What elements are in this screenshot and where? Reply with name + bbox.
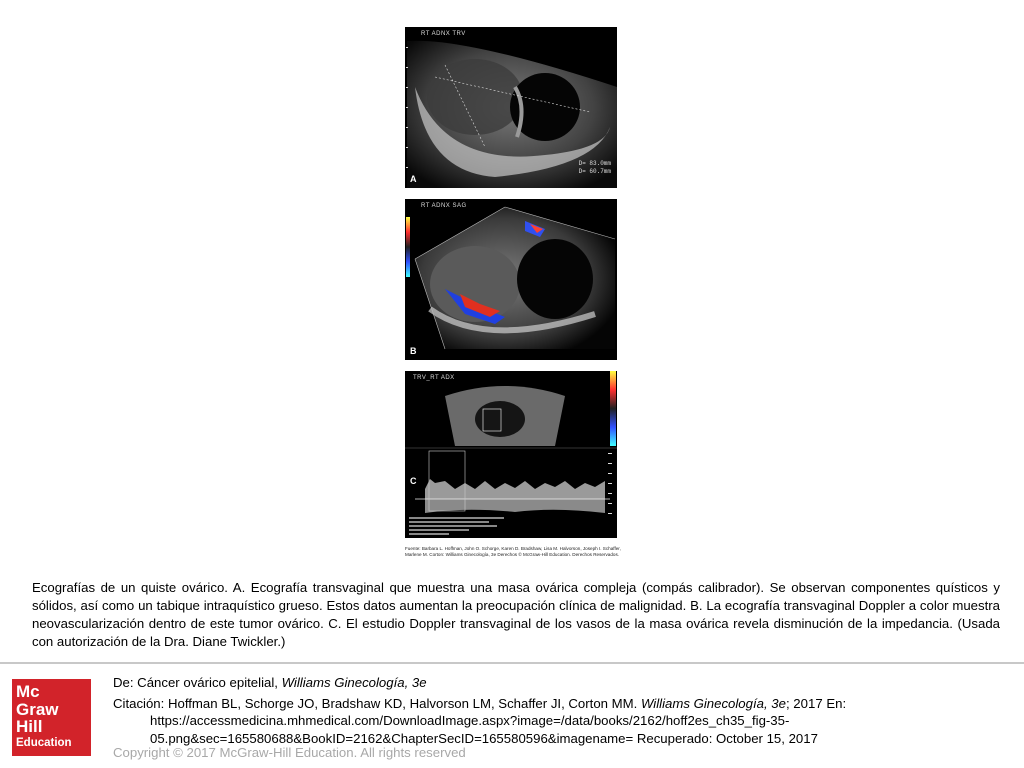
copyright-notice: Copyright © 2017 McGraw-Hill Education. All rights reserved — [113, 745, 466, 760]
panel-a-measurements — [579, 160, 611, 176]
logo-line-4: Education — [16, 736, 72, 749]
figure-caption: Ecografías de un quiste ovárico. A. Ecografía transvaginal que muestra una masa ovárica compleja (compás calibrador). Se observan componentes quísticos y sólidos, así como un tabique intraquístico grueso. Estos datos aumentan la preocupación clínica de malignidad. B. La ecografía transvaginal Doppler a color muestra neovascularización dentro de este tumor ovárico. C. El estudio Doppler transvaginal de los vasos de la masa ovárica revela disminución de la impedancia. (Usada con autorización de la Dra. Diane Twickler.) — [32, 580, 1000, 649]
ultrasound-panel-b — [405, 199, 617, 360]
citation-from — [113, 674, 1003, 692]
cite-title: Williams Ginecología, 3e — [640, 695, 786, 711]
panel-b-letter: B — [410, 346, 417, 356]
cite-label: Citación: Hoffman BL, Schorge JO, Bradshaw KD, Halvorson LM, Schaffer JI, Corton MM. — [113, 695, 641, 711]
panel-a-tag: RT ADNX TRV — [421, 31, 466, 37]
citation-url-line-1[interactable]: https://accessmedicina.mhmedical.com/DownloadImage.aspx?image=/data/books/2162/hoff2es_ch35_fig-35- — [150, 713, 790, 728]
panel-a-letter: A — [410, 174, 417, 184]
ultrasound-image-b — [405, 199, 617, 360]
measurement-2: D= 60.7mm — [578, 168, 611, 175]
logo-line-2: Graw — [16, 699, 59, 719]
figure-source-note: Fuente: Barbara L. Hoffman, John O. Schorge, Karen D. Bradshaw, Lisa M. Halvorson, Joseph I. Schaffer, Marlene M. Corton: Williams Ginecología, 3e Derechos © McGraw-Hill Education. Derechos Reservados. — [405, 546, 621, 557]
panel-b-tag: RT ADNX SAG — [421, 203, 467, 209]
from-label: De: Cáncer ovárico epitelial, — [113, 675, 282, 690]
ultrasound-image-c — [405, 371, 617, 538]
cite-rest: ; 2017 En: — [785, 695, 847, 711]
panel-c-tag: TRV_RT ADX — [413, 375, 455, 381]
citation-reference — [113, 695, 1003, 713]
from-title: Williams Ginecología, 3e — [281, 675, 427, 690]
citation-block — [113, 674, 1003, 747]
logo-line-3: Hill — [16, 717, 43, 736]
ultrasound-panel-a — [405, 27, 617, 188]
ultrasound-panel-c — [405, 371, 617, 538]
panel-c-letter: C — [410, 476, 417, 486]
citation-url-line-2[interactable]: 05.png&sec=165580688&BookID=2162&ChapterSecID=165580596&imagename= Recuperado: October 15, 2017 — [150, 730, 818, 746]
logo-line-1: Mc — [16, 682, 40, 701]
divider — [0, 662, 1024, 664]
mcgraw-hill-logo — [12, 679, 91, 756]
measurement-1: D= 83.0mm — [578, 160, 611, 167]
